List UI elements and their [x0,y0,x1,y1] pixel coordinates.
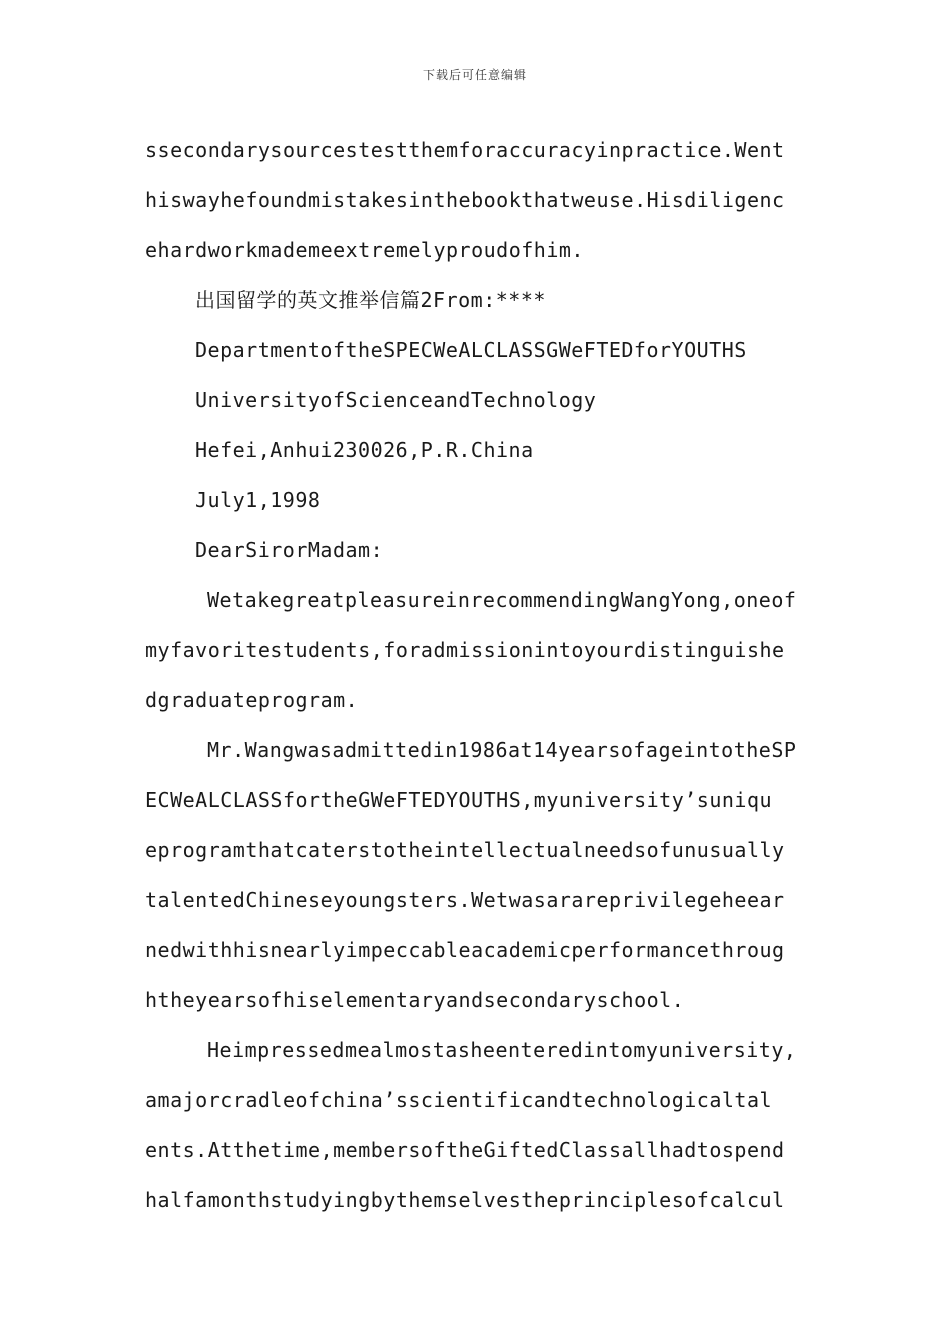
body-line: nedwithhisnearlyimpeccableacademicperformancethroug [145,938,785,962]
body-line: talentedChineseyoungsters.Wetwasarareprivilegeheear [145,888,785,912]
body-line: myfavoritestudents,foradmissionintoyourdistinguishe [145,638,785,662]
body-line: eprogramthatcaterstotheintellectualneedsofunusually [145,838,785,862]
body-line: htheyearsofhiselementaryandsecondaryschool. [145,988,685,1012]
body-line: halfamonthstudyingbythemselvestheprinciplesofcalcul [145,1188,785,1212]
section-heading: 出国留学的英文推举信篇2From:**** [195,288,546,312]
body-line: ECWeALCLASSfortheGWeFTEDYOUTHS,myuniversity’suniqu [145,788,773,812]
sender-university: UniversityofScienceandTechnology [195,388,597,412]
body-line: WetakegreatpleasureinrecommendingWangYong,oneof [207,588,797,612]
body-line: hiswayhefoundmistakesinthebookthatweuse.Hisdiligenc [145,188,785,212]
letter-date: July1,1998 [195,488,321,512]
body-line: Mr.Wangwasadmittedin1986at14yearsofageintotheSP [207,738,797,762]
sender-department: DepartmentoftheSPECWeALCLASSGWeFTEDforYOUTHS [195,338,747,362]
salutation: DearSirorMadam: [195,538,384,562]
body-line: ehardworkmademeextremelyproudofhim. [145,238,584,262]
body-line: ssecondarysourcestestthemforaccuracyinpractice.Went [145,138,785,162]
body-line: dgraduateprogram. [145,688,359,712]
body-line: amajorcradleofchina’sscientificandtechnologicaltal [145,1088,773,1112]
body-line: Heimpressedmealmostasheenteredintomyuniversity, [207,1038,797,1062]
sender-address: Hefei,Anhui230026,P.R.China [195,438,534,462]
body-line: ents.Atthetime,membersoftheGiftedClassallhadtospend [145,1138,785,1162]
page-header: 下载后可任意编辑 [422,68,527,82]
